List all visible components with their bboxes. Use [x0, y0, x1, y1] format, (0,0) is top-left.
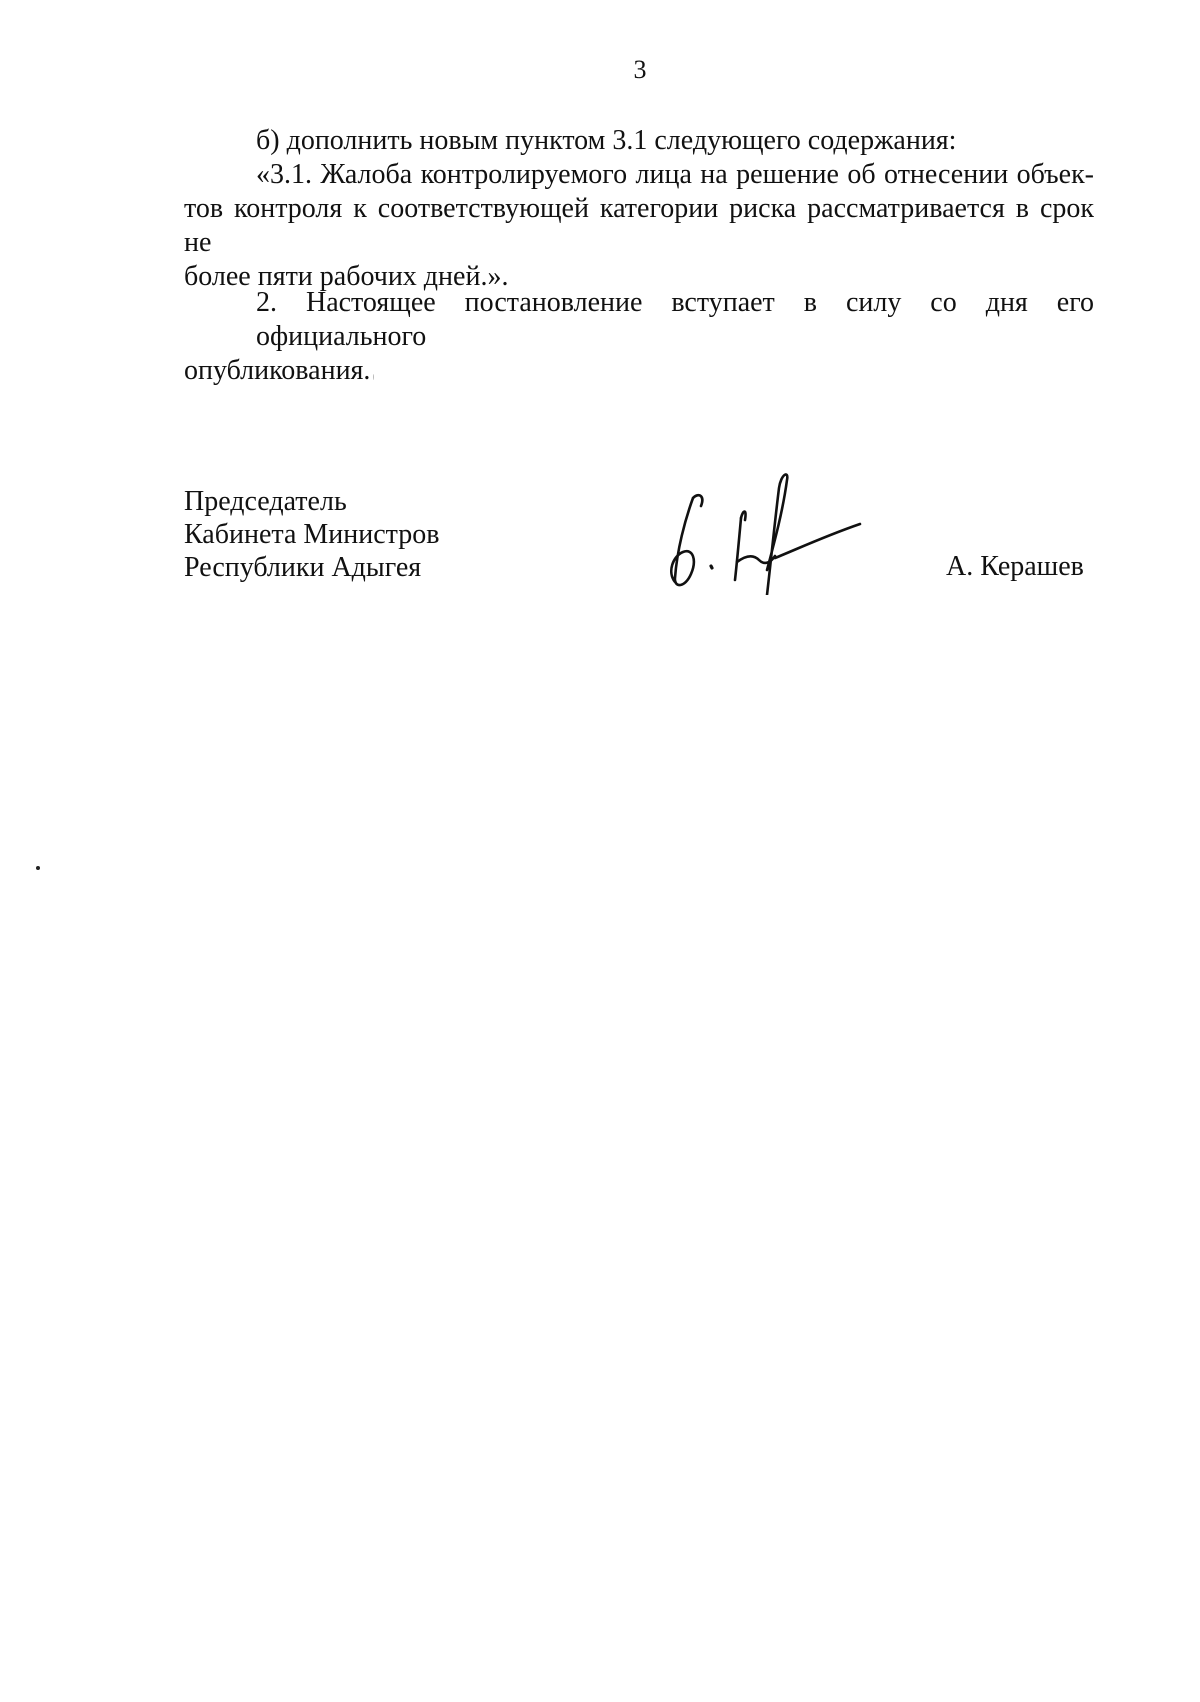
signer-position [184, 485, 439, 584]
signer-position-line-1: Председатель [184, 486, 347, 517]
item-2-line-1: 2. Настоящее постановление вступает в силу со дня его официального [256, 287, 1094, 352]
item-2-line-2: опубликования. [184, 355, 371, 386]
signer-position-line-2: Кабинета Министров [184, 519, 440, 550]
scan-speck [36, 866, 40, 870]
page-number: 3 [633, 55, 647, 84]
signer-name: А. Керашев [946, 551, 1084, 582]
amendment-paragraph [184, 124, 1094, 294]
quote-line-3: более пяти рабочих дней.». [184, 261, 509, 292]
quote-line-1: «3.1. Жалоба контролируемого лица на решение об отнесении объек- [256, 159, 1094, 190]
item-b-line: б) дополнить новым пунктом 3.1 следующего содержания: [256, 125, 957, 156]
signer-position-line-3: Республики Адыгея [184, 552, 422, 583]
scan-speck [373, 374, 374, 380]
signature-icon [655, 470, 870, 595]
quote-line-2: тов контроля к соответствующей категории риска рассматривается в срок не [184, 193, 1094, 258]
effective-date-paragraph [184, 286, 1094, 388]
